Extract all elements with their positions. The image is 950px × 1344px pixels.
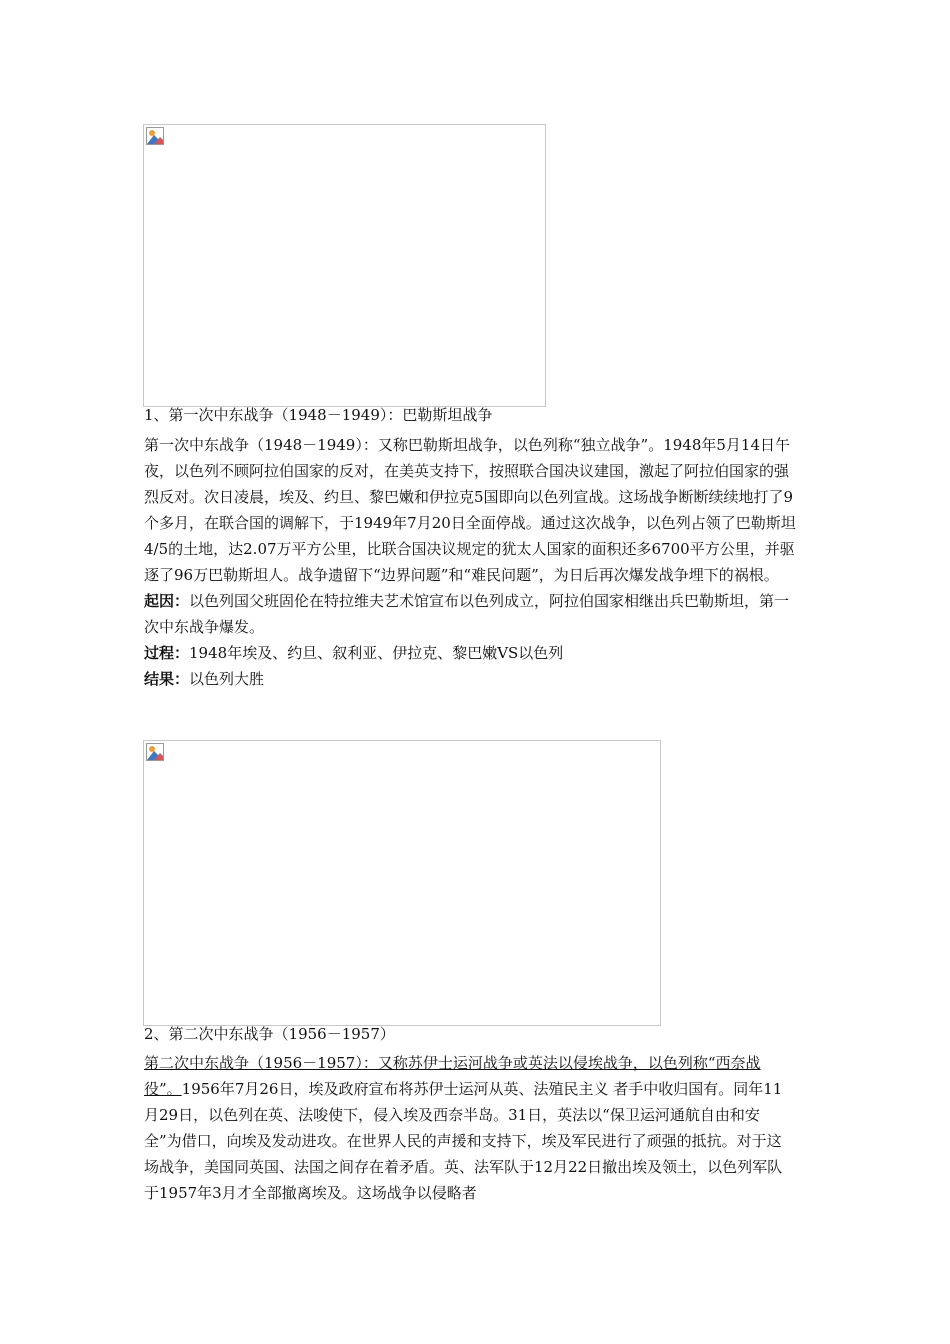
war1-cause-text: 以色列国父班固伦在特拉维夫艺术馆宣布以色列成立，阿拉伯国家相继出兵巴勒斯坦，第一次中东战争爆发。 <box>144 592 790 636</box>
war1-heading <box>144 404 492 426</box>
war1-process-label: 过程： <box>144 644 190 662</box>
war1-process-paragraph <box>144 640 796 666</box>
war1-body-paragraph: 第一次中东战争（1948－1949）：又称巴勒斯坦战争，以色列称“独立战争”。1948年5月14日午夜，以色列不顾阿拉伯国家的反对，在美英支持下，按照联合国决议建国，激起了阿拉伯国家的强烈反对。次日凌晨，埃及、约旦、黎巴嫩和伊拉克5国即向以色列宣战。这场战争断断续续地打了9个多月，在联合国的调解下，于1949年7月20日全面停战。通过这次战争，以色列占领了巴勒斯坦4/5的土地，达2.07万平方公里，比联合国决议规定的犹太人国家的面积还多6700平方公里，并驱逐了96万巴勒斯坦人。战争遗留下“边界问题”和“难民问题”，为日后再次爆发战争埋下的祸根。 <box>144 436 796 584</box>
image-placeholder-2 <box>143 740 661 1026</box>
war1-cause-label: 起因： <box>144 592 190 610</box>
war1-heading-text: 1、第一次中东战争（1948－1949）：巴勒斯坦战争 <box>144 406 493 424</box>
image-placeholder-1 <box>143 124 546 407</box>
war2-body-block <box>144 1050 796 1206</box>
war2-heading <box>144 1023 395 1045</box>
war2-body-paragraph <box>144 1050 796 1206</box>
war2-body-underlined: 第二次中东战争（1956－1957）：又称苏伊士运河战争或英法以侵埃战争，以色列称“西奈战役”。 <box>144 1054 761 1098</box>
broken-image-icon <box>146 127 164 145</box>
war1-body-block <box>144 432 796 692</box>
war1-process-text: 1948年埃及、约旦、叙利亚、伊拉克、黎巴嫩VS以色列 <box>189 644 564 662</box>
war1-cause-paragraph <box>144 588 796 640</box>
war1-result-paragraph <box>144 666 796 692</box>
war2-body-text: 1956年7月26日，埃及政府宣布将苏伊士运河从英、法殖民主义 者手中收归国有。同年11月29日，以色列在英、法唆使下，侵入埃及西奈半岛。31日，英法以“保卫运河通航自由和安全”为借口，向埃及发动进攻。在世界人民的声援和支持下，埃及军民进行了顽强的抵抗。对于这场战争，美国同英国、法国之间存在着矛盾。英、法军队于12月22日撤出埃及领土，以色列军队于1957年3月才全部撤离埃及。这场战争以侵略者 <box>144 1080 783 1202</box>
broken-image-icon <box>146 743 164 761</box>
war1-result-text: 以色列大胜 <box>189 670 265 688</box>
war1-result-label: 结果： <box>144 670 190 688</box>
war2-heading-text: 2、第二次中东战争（1956－1957） <box>144 1025 395 1043</box>
